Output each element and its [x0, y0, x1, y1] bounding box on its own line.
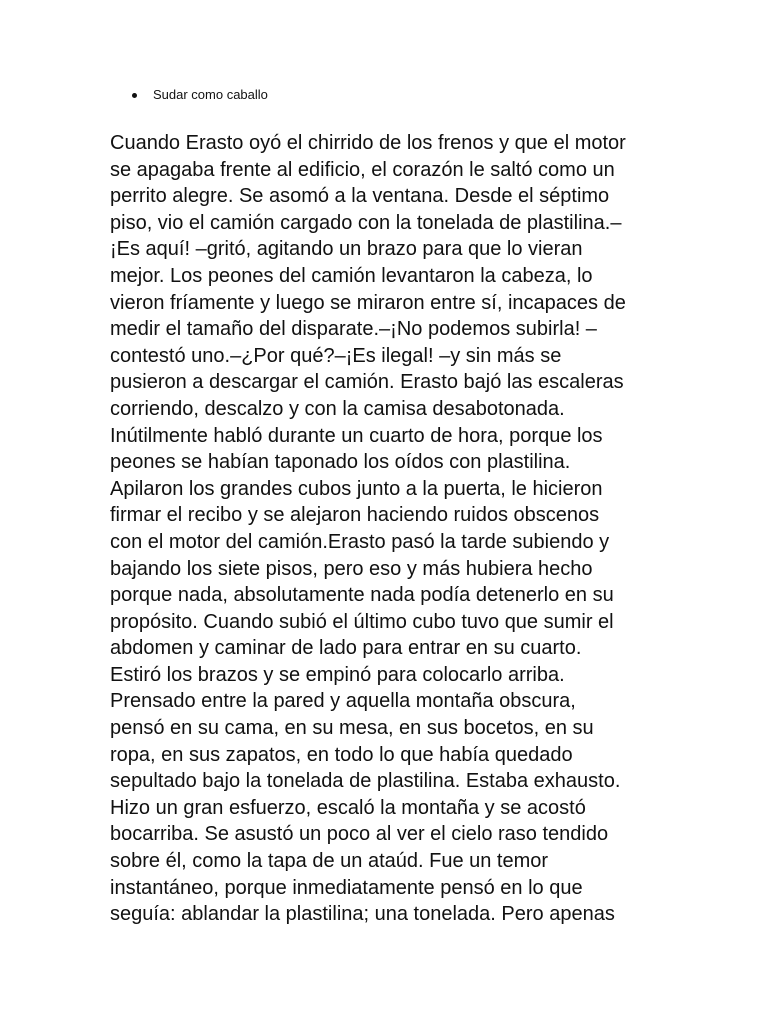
paragraph-line: Estiró los brazos y se empinó para colocarlo arriba.	[110, 663, 565, 686]
paragraph-line: Hizo un gran esfuerzo, escaló la montaña y se acostó	[110, 796, 586, 819]
bullet-dot-icon	[132, 93, 137, 98]
paragraph-line: seguía: ablandar la plastilina; una tonelada. Pero apenas	[110, 903, 615, 926]
paragraph-line: pensó en su cama, en su mesa, en sus bocetos, en su	[110, 717, 594, 740]
paragraph-line: ropa, en sus zapatos, en todo lo que había quedado	[110, 743, 573, 766]
paragraph-line: perrito alegre. Se asomó a la ventana. Desde el séptimo	[110, 185, 610, 208]
paragraph-line: abdomen y caminar de lado para entrar en su cuarto.	[110, 637, 582, 660]
paragraph-line: propósito. Cuando subió el último cubo tuvo que sumir el	[110, 610, 614, 633]
paragraph-line: mejor. Los peones del camión levantaron la cabeza, lo	[110, 264, 593, 287]
bullet-item	[132, 86, 268, 104]
paragraph-line: sepultado bajo la tonelada de plastilina. Estaba exhausto.	[110, 770, 621, 793]
paragraph-line: sobre él, como la tapa de un ataúd. Fue un temor	[110, 850, 549, 873]
paragraph-line: instantáneo, porque inmediatamente pensó en lo que	[110, 876, 583, 899]
paragraph-line: ¡Es aquí! –gritó, agitando un brazo para que lo vieran	[110, 238, 583, 261]
paragraph-line: vieron fríamente y luego se miraron entre sí, incapaces de	[110, 291, 626, 314]
paragraph-line: contestó uno.–¿Por qué?–¡Es ilegal! –y sin más se	[110, 344, 562, 367]
paragraph-line: se apagaba frente al edificio, el corazón le saltó como un	[110, 158, 615, 181]
paragraph-line: pusieron a descargar el camión. Erasto bajó las escaleras	[110, 371, 624, 394]
bullet-item-text: Sudar como caballo	[153, 87, 268, 102]
bullet-list	[132, 86, 268, 104]
story-paragraph	[110, 130, 670, 928]
paragraph-line: medir el tamaño del disparate.–¡No podemos subirla! –	[110, 318, 597, 341]
paragraph-line: porque nada, absolutamente nada podía detenerlo en su	[110, 584, 614, 607]
paragraph-line: con el motor del camión.Erasto pasó la tarde subiendo y	[110, 530, 610, 553]
paragraph-line: Inútilmente habló durante un cuarto de hora, porque los	[110, 424, 603, 447]
paragraph-line: corriendo, descalzo y con la camisa desabotonada.	[110, 397, 565, 420]
paragraph-line: firmar el recibo y se alejaron haciendo ruidos obscenos	[110, 504, 600, 527]
paragraph-line: bocarriba. Se asustó un poco al ver el cielo raso tendido	[110, 823, 609, 846]
paragraph-line: Prensado entre la pared y aquella montaña obscura,	[110, 690, 576, 713]
paragraph-line: Apilaron los grandes cubos junto a la puerta, le hicieron	[110, 477, 603, 500]
paragraph-line: bajando los siete pisos, pero eso y más hubiera hecho	[110, 557, 593, 580]
paragraph-line: peones se habían taponado los oídos con plastilina.	[110, 451, 571, 474]
paragraph-line: piso, vio el camión cargado con la tonelada de plastilina.–	[110, 211, 622, 234]
paragraph-line: Cuando Erasto oyó el chirrido de los frenos y que el motor	[110, 132, 626, 154]
